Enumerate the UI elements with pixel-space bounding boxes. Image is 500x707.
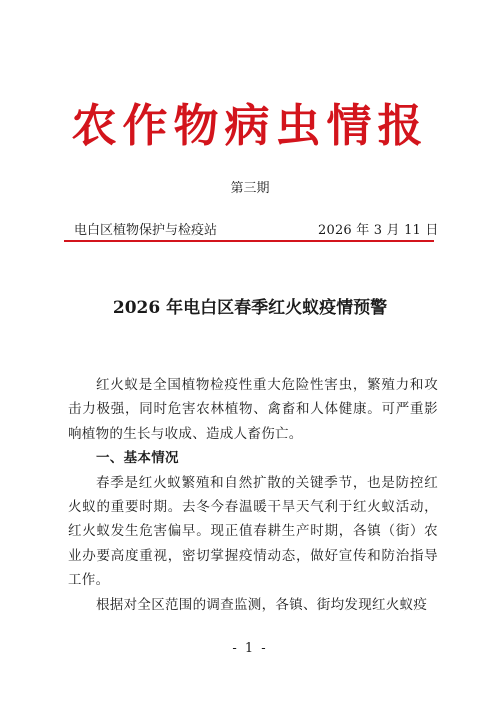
page-number: - 1 - [232, 641, 268, 656]
section-heading-basic: 一、基本情况 [96, 450, 179, 467]
masthead-title: 农作物病虫情报 [71, 99, 429, 152]
issue-number: 第三期 [230, 181, 270, 196]
issuing-organization: 电白区植物保护与检疫站 [74, 223, 218, 238]
body-paragraph: 根据对全区范围的调查监测，各镇、街均发现红火蚁疫 [96, 596, 428, 613]
document-body [68, 373, 438, 617]
body-paragraph: 春季是红火蚁繁殖和自然扩散的关键季节，也是防控红火蚁的重要时期。去冬今春温暖干旱天气利于红火蚁活动，红火蚁发生危害偏早。现正值春耕生产时期，各镇（街）农业办要高度重视，密切掌握疫情动态，做好宣传和防治指导工作。 [68, 474, 438, 589]
intro-paragraph: 红火蚁是全国植物检疫性重大危险性害虫，繁殖力和攻击力极强，同时危害农林植物、禽畜和人体健康。可严重影响植物的生长与收成、造成人畜伤亡。 [68, 377, 438, 442]
document-title: 2026 年电白区春季红火蚁疫情预警 [112, 298, 388, 318]
red-header-rule [64, 240, 434, 242]
issue-date: 2026 年 3 月 11 日 [318, 223, 439, 238]
